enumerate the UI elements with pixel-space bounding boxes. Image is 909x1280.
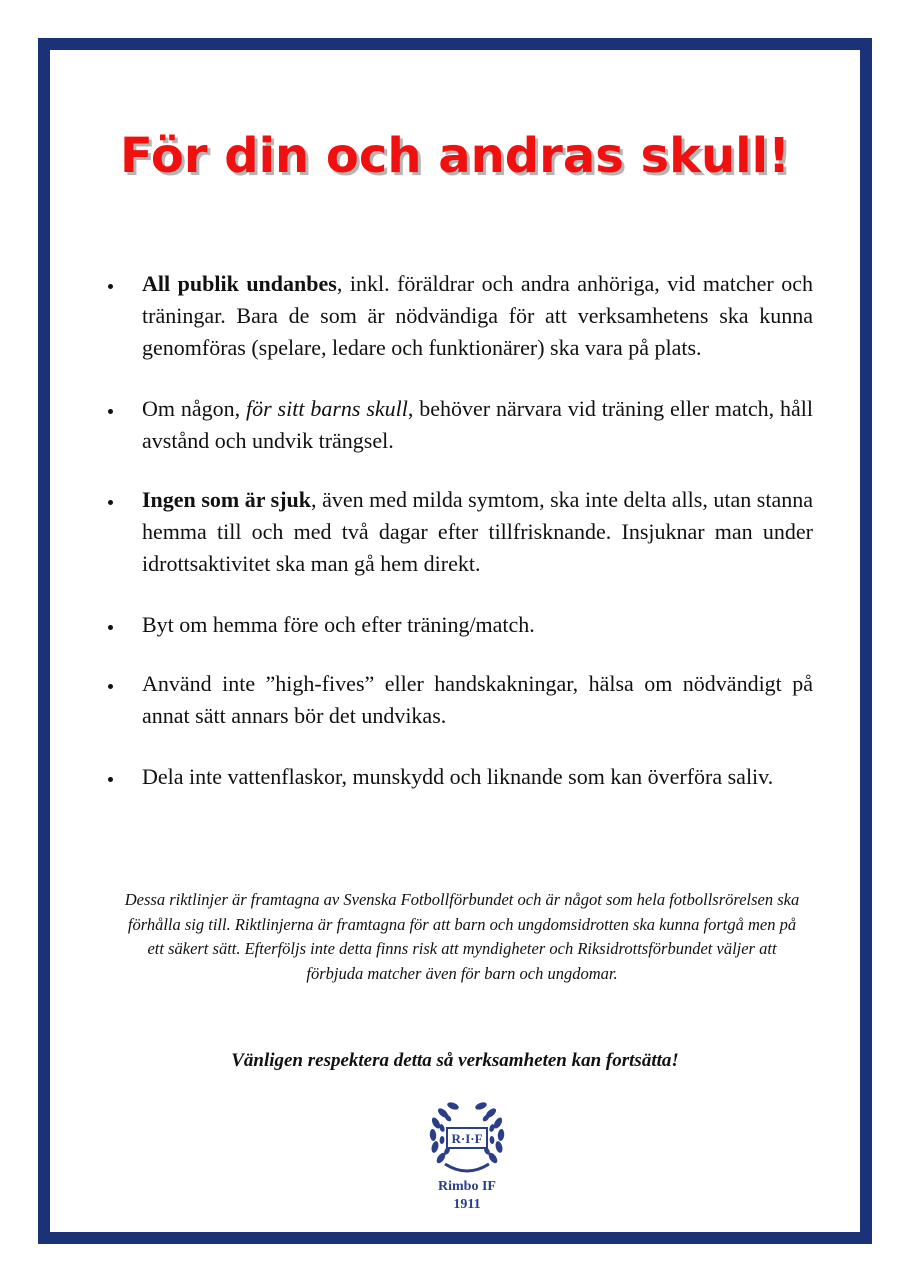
bullet-text: , även med milda symtom, ska inte delta alls, utan stanna hemma till och med två dagar efter tillfrisknande. Insjuknar man under idrottsaktivitet ska man gå hem direkt.	[142, 487, 813, 576]
bullet-text: , behöver närvara vid träning eller match, håll avstånd och undvik trängsel.	[142, 396, 814, 453]
laurel-wreath-crest-icon	[425, 1098, 509, 1178]
bullet-bold-lead: Ingen som är sjuk	[142, 487, 312, 512]
emblem-text: R·I·F	[451, 1131, 483, 1146]
guideline-list	[105, 268, 813, 793]
club-founded-year: 1911	[453, 1197, 481, 1212]
club-name: Rimbo IF	[438, 1179, 496, 1194]
club-logo	[422, 1098, 512, 1214]
guideline-note: Dessa riktlinjer är framtagna av Svenska Fotbollförbundet och är något som hela fotbollsrörelsen ska förhålla sig till. Riktlinjerna är framtagna för att barn och ungdomsidrotten ska kunna fortgå men på ett säkert sätt. Efterföljs inte detta finns risk att myndigheter och Riksidrottsförbundet väljer att förbjuda matcher även för barn och ungdomar.	[124, 890, 800, 983]
bullet-text-lead: Om någon,	[142, 396, 247, 421]
list-item	[105, 668, 813, 732]
list-item	[105, 268, 813, 364]
list-item	[105, 484, 813, 580]
poster-frame	[38, 38, 872, 1244]
list-item	[105, 393, 813, 457]
bullet-text: Dela inte vattenflaskor, munskydd och liknande som kan överföra saliv.	[142, 764, 774, 789]
bullet-italic-phrase: för sitt barns skull	[246, 396, 408, 421]
bullet-text: Byt om hemma före och efter träning/match.	[142, 612, 535, 637]
list-item	[105, 761, 813, 793]
closing-request: Vänligen respektera detta så verksamheten kan fortsätta!	[231, 1050, 679, 1071]
bullet-text: , inkl. föräldrar och andra anhöriga, vid matcher och träningar. Bara de som är nödvändiga för att verksamhetens ska kunna genomföras (spelare, ledare och funktionärer) ska vara på plats.	[142, 271, 813, 360]
headline: För din och andras skull!	[120, 128, 790, 184]
bullet-bold-lead: All publik undanbes	[142, 271, 337, 296]
bullet-text: Använd inte ”high-fives” eller handskakningar, hälsa om nödvändigt på annat sätt annars bör det undvikas.	[142, 671, 813, 728]
list-item	[105, 609, 813, 641]
